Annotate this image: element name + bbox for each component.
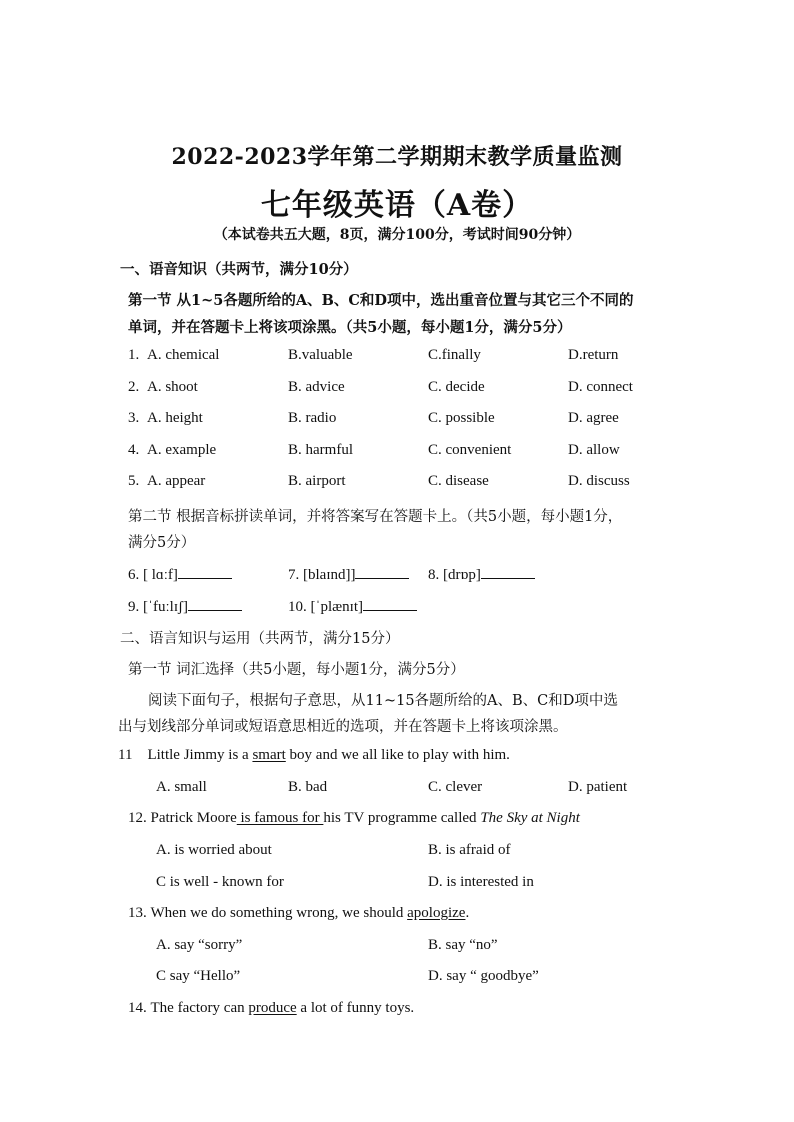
phonetic-item — [428, 564, 535, 584]
part1-sec1-line1: 第一节 从1~5各题所给的A、B、C和D项中，选出重音位置与其它三个不同的 — [128, 292, 634, 309]
answer-blank[interactable] — [188, 596, 242, 611]
underlined-phrase: is famous for — [236, 810, 324, 826]
option-c: C. clever — [428, 779, 483, 795]
question-11-stem — [118, 747, 510, 764]
phonetic-text: [drɒp] — [443, 567, 481, 583]
part2-instruction-line1: 阅读下面句子，根据句子意思，从11~15各题所给的A、B、C和D项中选 — [148, 693, 618, 709]
option-d: D. discuss — [568, 473, 630, 489]
option-c: C say “Hello” — [156, 968, 241, 984]
question-14-stem — [128, 1000, 414, 1017]
question-number: 5. — [128, 473, 140, 489]
option-c: C is well - known for — [156, 874, 284, 890]
option-b: B. airport — [288, 473, 346, 489]
option-c: C. convenient — [428, 442, 512, 458]
option-b: B. say “no” — [428, 937, 498, 953]
underlined-word: produce — [248, 1000, 297, 1016]
option-a: A. chemical — [147, 347, 220, 363]
option-d: D. say “ goodbye” — [428, 968, 539, 984]
option-a: A. example — [147, 442, 217, 458]
question-number: 3. — [128, 410, 140, 426]
part1-sec2-line2: 满分5分） — [128, 535, 196, 551]
question-number: 12. — [128, 810, 147, 826]
question-number: 4. — [128, 442, 140, 458]
option-a: A. appear — [147, 473, 206, 489]
stem-text: Patrick Moore — [150, 810, 237, 826]
stem-text: . — [465, 905, 470, 921]
phonetic-item — [288, 564, 409, 584]
question-number: 8. — [428, 567, 440, 583]
stem-text: When we do something wrong, we should — [150, 905, 408, 921]
phonetic-item — [128, 564, 232, 584]
answer-blank[interactable] — [363, 596, 417, 611]
question-number: 6. — [128, 567, 140, 583]
question-number: 14. — [128, 1000, 147, 1016]
option-b: B. advice — [288, 379, 345, 395]
phonetic-text: [blaɪnd]] — [303, 567, 356, 583]
part1-title: 一、语音知识（共两节，满分10分） — [120, 261, 358, 278]
exam-title-line1: 2022-2023学年第二学期期末教学质量监测 — [171, 144, 623, 170]
part2-instruction-line2: 出与划线部分单词或短语意思相近的选项，并在答题卡上将该项涂黑。 — [118, 719, 568, 735]
phonetic-item — [288, 596, 417, 616]
option-a: A. small — [156, 779, 207, 795]
exam-title-line2: 七年级英语（A卷） — [260, 188, 534, 223]
option-b: B. radio — [288, 410, 337, 426]
stem-text: The factory can — [150, 1000, 249, 1016]
option-a: A. height — [147, 410, 203, 426]
exam-info: （本试卷共五大题，8页，满分100分，考试时间90分钟） — [213, 227, 581, 243]
programme-title: The Sky at Night — [480, 810, 580, 826]
stem-text: his TV programme called — [323, 810, 481, 826]
underlined-word: smart — [252, 747, 286, 763]
phonetic-text: [ˈfuːlɪʃ] — [143, 599, 188, 615]
question-13-stem — [128, 905, 469, 922]
option-a: A. shoot — [147, 379, 198, 395]
option-b: B.valuable — [288, 347, 353, 363]
option-c: C. disease — [428, 473, 489, 489]
phonetic-text: [ˈplænɪt] — [310, 599, 363, 615]
option-d: D. patient — [568, 779, 628, 795]
answer-blank[interactable] — [481, 564, 535, 579]
option-b: B. harmful — [288, 442, 353, 458]
option-a: A. say “sorry” — [156, 937, 243, 953]
question-number: 10. — [288, 599, 307, 615]
phonetic-text: [ lɑːf] — [143, 567, 178, 583]
stem-text: a lot of funny toys. — [296, 1000, 415, 1016]
question-number: 7. — [288, 567, 300, 583]
option-d: D. is interested in — [428, 874, 534, 890]
answer-blank[interactable] — [178, 564, 232, 579]
part1-sec2-line1: 第二节 根据音标拼读单词，并将答案写在答题卡上。（共5小题，每小题1分， — [128, 509, 623, 525]
part2-title: 二、语言知识与运用（共两节，满分15分） — [120, 631, 400, 647]
question-12-stem — [128, 810, 580, 827]
option-d: D. connect — [568, 379, 633, 395]
option-d: D. agree — [568, 410, 619, 426]
option-c: C. possible — [428, 410, 495, 426]
stem-text: Little Jimmy is a — [147, 747, 253, 763]
option-a: A. is worried about — [156, 842, 272, 858]
option-b: B. is afraid of — [428, 842, 511, 858]
stem-text: boy and we all like to play with him. — [285, 747, 510, 763]
underlined-word: apologize — [407, 905, 466, 921]
question-number: 9. — [128, 599, 140, 615]
answer-blank[interactable] — [355, 564, 409, 579]
option-c: C.finally — [428, 347, 481, 363]
option-b: B. bad — [288, 779, 328, 795]
phonetic-item — [128, 596, 242, 616]
question-number: 13. — [128, 905, 147, 921]
option-d: D. allow — [568, 442, 620, 458]
part1-sec1-line2: 单词，并在答题卡上将该项涂黑。（共5小题，每小题1分，满分5分） — [128, 319, 572, 336]
option-d: D.return — [568, 347, 619, 363]
question-number: 2. — [128, 379, 140, 395]
option-c: C. decide — [428, 379, 485, 395]
question-number: 1. — [128, 347, 140, 363]
part2-sec1: 第一节 词汇选择（共5小题，每小题1分，满分5分） — [128, 662, 465, 678]
question-number: 11 — [118, 747, 133, 763]
